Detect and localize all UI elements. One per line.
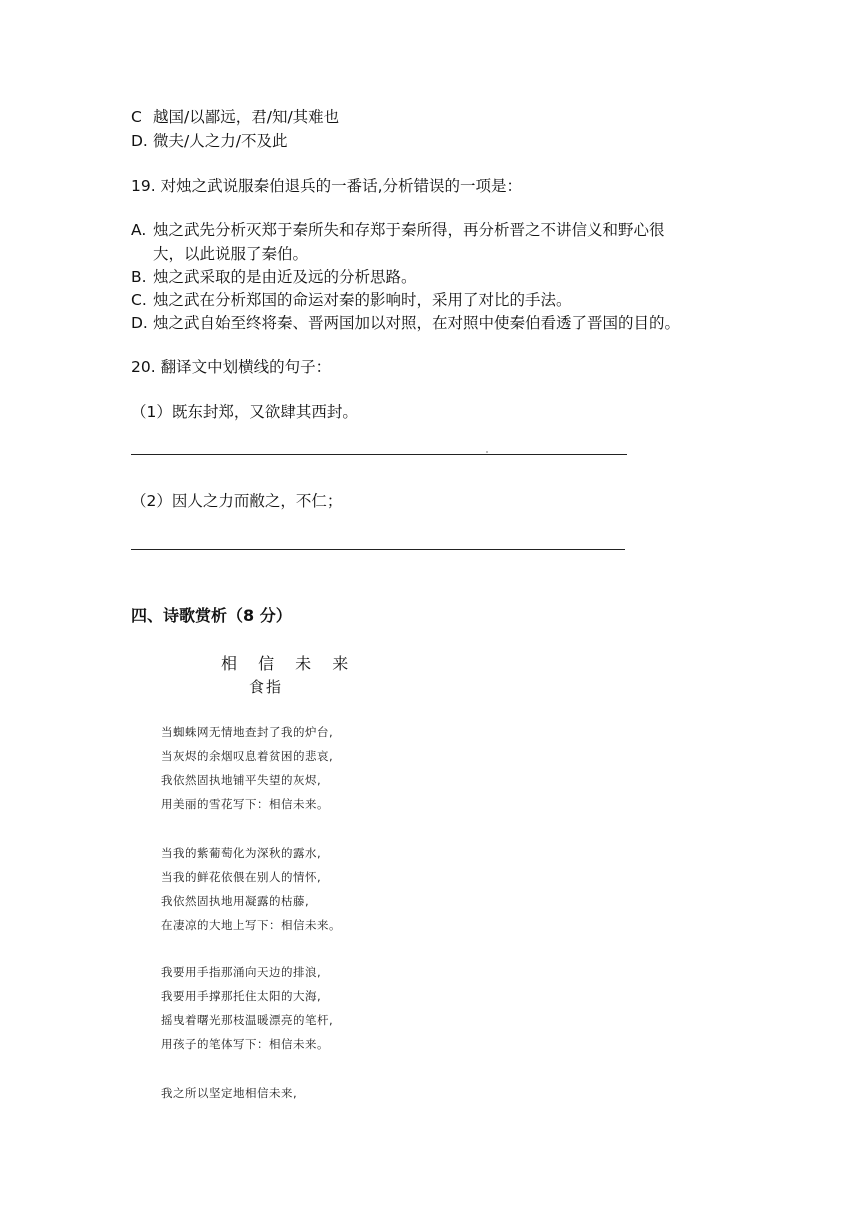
poem-title: 相 信 未 来 bbox=[221, 654, 357, 673]
q18-option-d-label: D. bbox=[131, 132, 148, 150]
poem-line: 用孩子的笔体写下：相信未来。 bbox=[161, 1037, 329, 1051]
poem-line: 我依然固执地铺平失望的灰烬, bbox=[161, 773, 322, 787]
q19-option-b-text: 烛之武采取的是由近及远的分析思路。 bbox=[153, 268, 417, 286]
q20-answer-line-1[interactable] bbox=[131, 454, 627, 455]
q19-option-a bbox=[131, 218, 665, 240]
q18-option-c-text: 越国/以鄙远，君/知/其难也 bbox=[153, 108, 340, 126]
poem-line: 我之所以坚定地相信未来, bbox=[161, 1086, 298, 1100]
q19-option-d-text: 烛之武自始至终将秦、晋两国加以对照，在对照中使秦伯看透了晋国的目的。 bbox=[153, 314, 681, 332]
q19-option-b-label: B. bbox=[131, 268, 147, 286]
q19-option-a-line1: 烛之武先分析灭郑于秦所失和存郑于秦所得，再分析晋之不讲信义和野心很 bbox=[153, 221, 665, 239]
poem-author: 食指 bbox=[249, 678, 284, 696]
q20-answer-line-2[interactable] bbox=[131, 549, 625, 550]
q20-stem: 20. 翻译文中划横线的句子： bbox=[131, 358, 332, 376]
q18-option-c bbox=[131, 105, 339, 127]
q19-option-a-label: A. bbox=[131, 221, 147, 239]
q19-option-d bbox=[131, 311, 680, 333]
section-4-heading: 四、诗歌赏析（8 分） bbox=[131, 606, 292, 625]
q20-item-1: （1）既东封郑，又欲肆其西封。 bbox=[131, 403, 358, 421]
q18-option-c-label: C bbox=[131, 108, 142, 126]
stray-mark bbox=[486, 451, 488, 453]
q19-option-d-label: D. bbox=[131, 314, 148, 332]
q19-stem: 19. 对烛之武说服秦伯退兵的一番话,分析错误的一项是： bbox=[131, 177, 523, 195]
poem-line: 当灰烬的余烟叹息着贫困的悲哀, bbox=[161, 749, 334, 763]
poem-line: 我要用手撑那托住太阳的大海, bbox=[161, 989, 322, 1003]
poem-line: 当我的紫葡萄化为深秋的露水, bbox=[161, 846, 322, 860]
q20-item-2: （2）因人之力而敝之，不仁； bbox=[131, 492, 343, 510]
poem-line: 我依然固执地用凝露的枯藤, bbox=[161, 894, 310, 908]
q19-option-c bbox=[131, 288, 572, 310]
poem-line: 用美丽的雪花写下：相信未来。 bbox=[161, 797, 329, 811]
q19-option-a-line2: 大，以此说服了秦伯。 bbox=[153, 245, 309, 263]
q18-option-d bbox=[131, 129, 287, 151]
q18-option-d-text: 微夫/人之力/不及此 bbox=[153, 132, 288, 150]
poem-line: 当蜘蛛网无情地查封了我的炉台, bbox=[161, 725, 334, 739]
poem-line: 我要用手指那涌向天边的排浪, bbox=[161, 965, 322, 979]
poem-line: 摇曳着曙光那枝温暖漂亮的笔杆, bbox=[161, 1013, 334, 1027]
q19-option-c-label: C. bbox=[131, 291, 147, 309]
poem-line: 当我的鲜花依偎在别人的情怀, bbox=[161, 870, 322, 884]
q19-option-c-text: 烛之武在分析郑国的命运对秦的影响时，采用了对比的手法。 bbox=[153, 291, 572, 309]
poem-line: 在凄凉的大地上写下：相信未来。 bbox=[161, 918, 341, 932]
q19-option-b bbox=[131, 265, 417, 287]
